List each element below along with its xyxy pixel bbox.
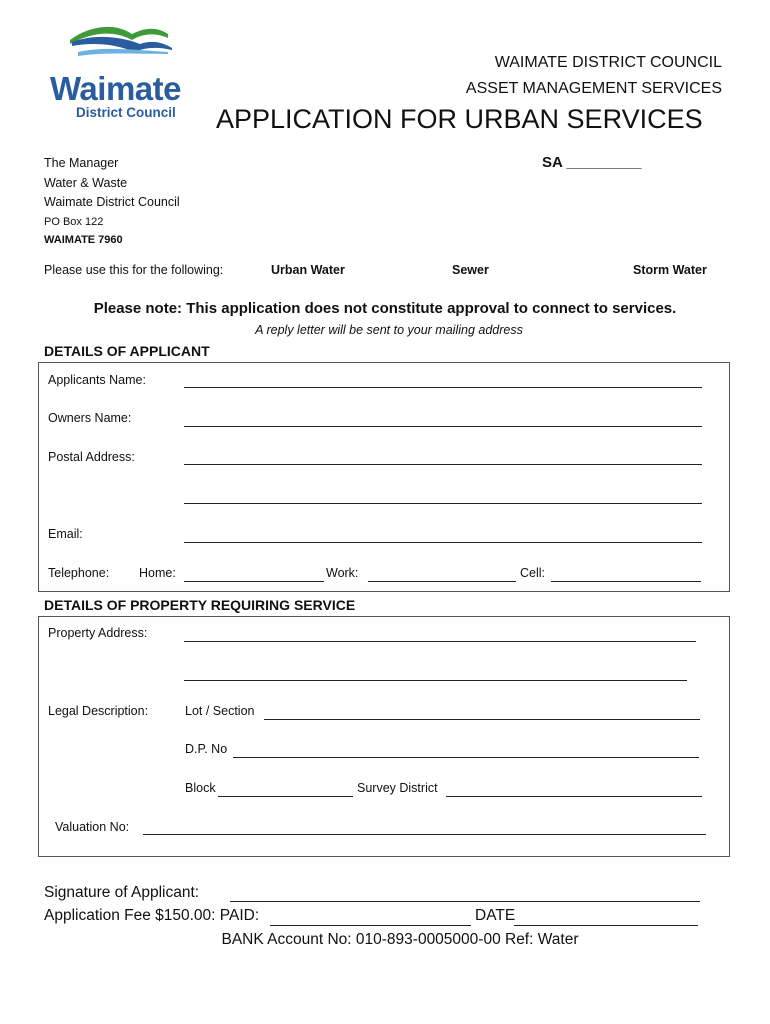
dp-number-field[interactable] (233, 757, 699, 758)
sa-number-field[interactable]: SA _________ (542, 154, 642, 171)
cell-phone-label: Cell: (520, 566, 546, 580)
signature-label: Signature of Applicant: (44, 884, 200, 901)
applicants-name-label: Applicants Name: (48, 373, 146, 387)
property-details-box (38, 616, 730, 857)
address-line: Waimate District Council (44, 195, 180, 209)
applicants-name-field[interactable] (184, 387, 702, 388)
valuation-number-field[interactable] (143, 834, 706, 835)
bank-account-info: BANK Account No: 010-893-0005000-00 Ref: Water (221, 931, 579, 948)
council-department: ASSET MANAGEMENT SERVICES (465, 80, 722, 97)
address-line: WAIMATE 7960 (44, 233, 123, 246)
address-line: PO Box 122 (44, 215, 104, 228)
logo-subtitle: District Council (76, 105, 176, 120)
block-label: Block (185, 781, 216, 795)
address-line: Water & Waste (44, 175, 128, 190)
section-title-applicant: DETAILS OF APPLICANT (44, 343, 210, 359)
paid-field[interactable] (270, 925, 471, 926)
date-field[interactable] (514, 925, 698, 926)
applicant-details-box (38, 362, 730, 592)
survey-district-field[interactable] (446, 796, 702, 797)
use-for-label: Please use this for the following: (44, 263, 224, 277)
council-name: WAIMATE DISTRICT COUNCIL (494, 54, 722, 71)
telephone-label: Telephone: (48, 566, 110, 580)
option-urban-water[interactable]: Urban Water (271, 263, 345, 277)
council-header (466, 50, 722, 102)
work-phone-field[interactable] (368, 581, 516, 582)
date-label: DATE (475, 907, 516, 924)
survey-district-label: Survey District (357, 781, 438, 795)
legal-description-label: Legal Description: (48, 704, 149, 718)
application-fee-label: Application Fee $150.00: PAID: (44, 907, 260, 924)
lot-section-label: Lot / Section (185, 704, 255, 718)
option-sewer[interactable]: Sewer (452, 263, 489, 277)
property-address-label: Property Address: (48, 626, 148, 640)
postal-address-label: Postal Address: (48, 450, 135, 464)
dp-number-label: D.P. No (185, 742, 228, 756)
home-phone-label: Home: (139, 566, 176, 580)
cell-phone-field[interactable] (551, 581, 701, 582)
signature-field[interactable] (230, 901, 700, 902)
postal-address-field[interactable] (184, 464, 702, 465)
reply-note: A reply letter will be sent to your mailing address (255, 323, 523, 337)
block-field[interactable] (218, 796, 353, 797)
valuation-number-label: Valuation No: (55, 820, 130, 834)
postal-address-field-line2[interactable] (184, 503, 702, 504)
lot-section-field[interactable] (264, 719, 700, 720)
owners-name-field[interactable] (184, 426, 702, 427)
property-address-field-line2[interactable] (184, 680, 687, 681)
page-title: APPLICATION FOR URBAN SERVICES (216, 104, 703, 134)
address-line: The Manager (44, 156, 119, 170)
property-address-field[interactable] (184, 641, 696, 642)
owners-name-label: Owners Name: (48, 411, 132, 425)
recipient-address (44, 154, 180, 250)
email-label: Email: (48, 527, 83, 541)
logo-wordmark: Waimate (50, 70, 181, 107)
option-storm-water[interactable]: Storm Water (633, 263, 707, 277)
section-title-property: DETAILS OF PROPERTY REQUIRING SERVICE (44, 597, 356, 613)
email-field[interactable] (184, 542, 702, 543)
work-phone-label: Work: (326, 566, 359, 580)
approval-note: Please note: This application does not constitute approval to connect to services. (93, 300, 677, 317)
home-phone-field[interactable] (184, 581, 324, 582)
